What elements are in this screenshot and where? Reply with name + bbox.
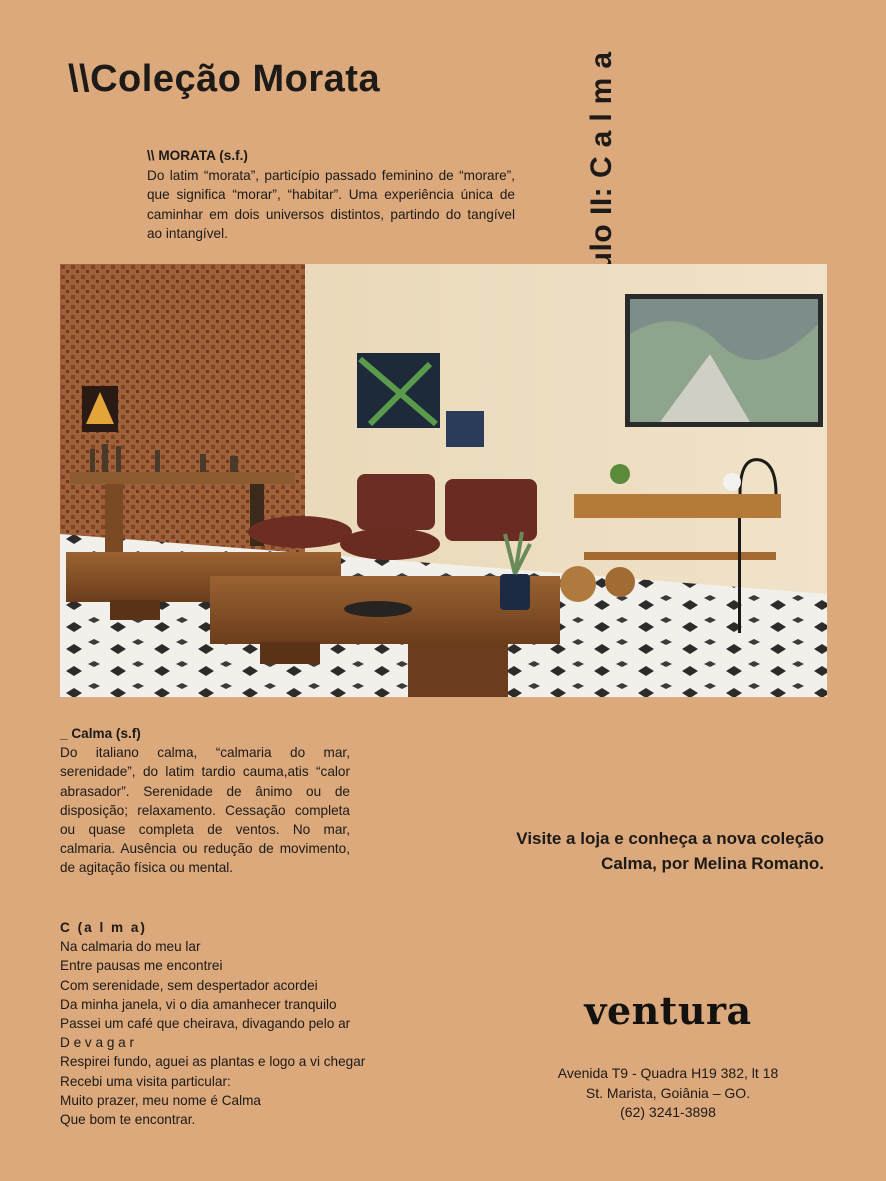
poem-line: D e v a g a r <box>60 1035 135 1051</box>
cta-line-1: Visite a loja e conheça a nova coleção <box>516 829 824 848</box>
poem-line: Entre pausas me encontrei <box>60 958 223 974</box>
calma-definition-head: _ Calma (s.f) <box>60 726 141 741</box>
poem-line: Passei um café que cheirava, divagando pelo ar <box>60 1016 351 1032</box>
address-line-2: St. Marista, Goiânia – GO. <box>585 1084 751 1101</box>
poem-line: Da minha janela, vi o dia amanhecer tranquilo <box>60 996 337 1012</box>
address-phone: (62) 3241-3898 <box>620 1104 716 1120</box>
morata-definition-body: Do latim “morata”, particípio passado feminino de “morare”, que significa “morar”, “habitar”. Uma experiência única de caminhar em dois universos distintos, partindo do tangível ao intangível. <box>147 167 515 241</box>
poem-line: Recebi uma visita particular: <box>60 1073 231 1089</box>
brand-logo: ventura <box>584 988 752 1033</box>
living-room-photo <box>60 264 827 697</box>
poem-line: Respirei fundo, aguei as plantas e logo a vi chegar <box>60 1054 366 1070</box>
cta-line-2: Calma, por Melina Romano. <box>601 854 824 873</box>
poem-line: Que bom te encontrar. <box>60 1112 196 1128</box>
poem-line: Muito prazer, meu nome é Calma <box>60 1092 261 1108</box>
chapter-word: Calma <box>585 42 618 178</box>
living-room-illustration <box>60 264 827 697</box>
poem <box>60 918 440 1129</box>
poem-line: Com serenidade, sem despertador acordei <box>60 977 318 993</box>
store-address <box>520 1064 816 1123</box>
call-to-action <box>424 826 824 876</box>
poem-line: Na calmaria do meu lar <box>60 939 201 955</box>
address-line-1: Avenida T9 - Quadra H19 382, lt 18 <box>557 1065 779 1081</box>
morata-definition-head: \\ MORATA (s.f.) <box>147 148 248 163</box>
morata-definition <box>147 146 515 244</box>
calma-definition-body: Do italiano calma, “calmaria do mar, serenidade”, do latim tardio cauma,atis “calor abrasador”. Serenidade de ânimo ou de disposição; relaxamento. Cessação completa ou quase completa de ventos. No mar, calmaria. Ausência ou redução de movimento, de agitação física ou mental. <box>60 745 350 876</box>
poem-title: C (a l m a) <box>60 920 147 935</box>
calma-definition <box>60 724 350 878</box>
page-title: \\Coleção Morata <box>68 58 381 100</box>
